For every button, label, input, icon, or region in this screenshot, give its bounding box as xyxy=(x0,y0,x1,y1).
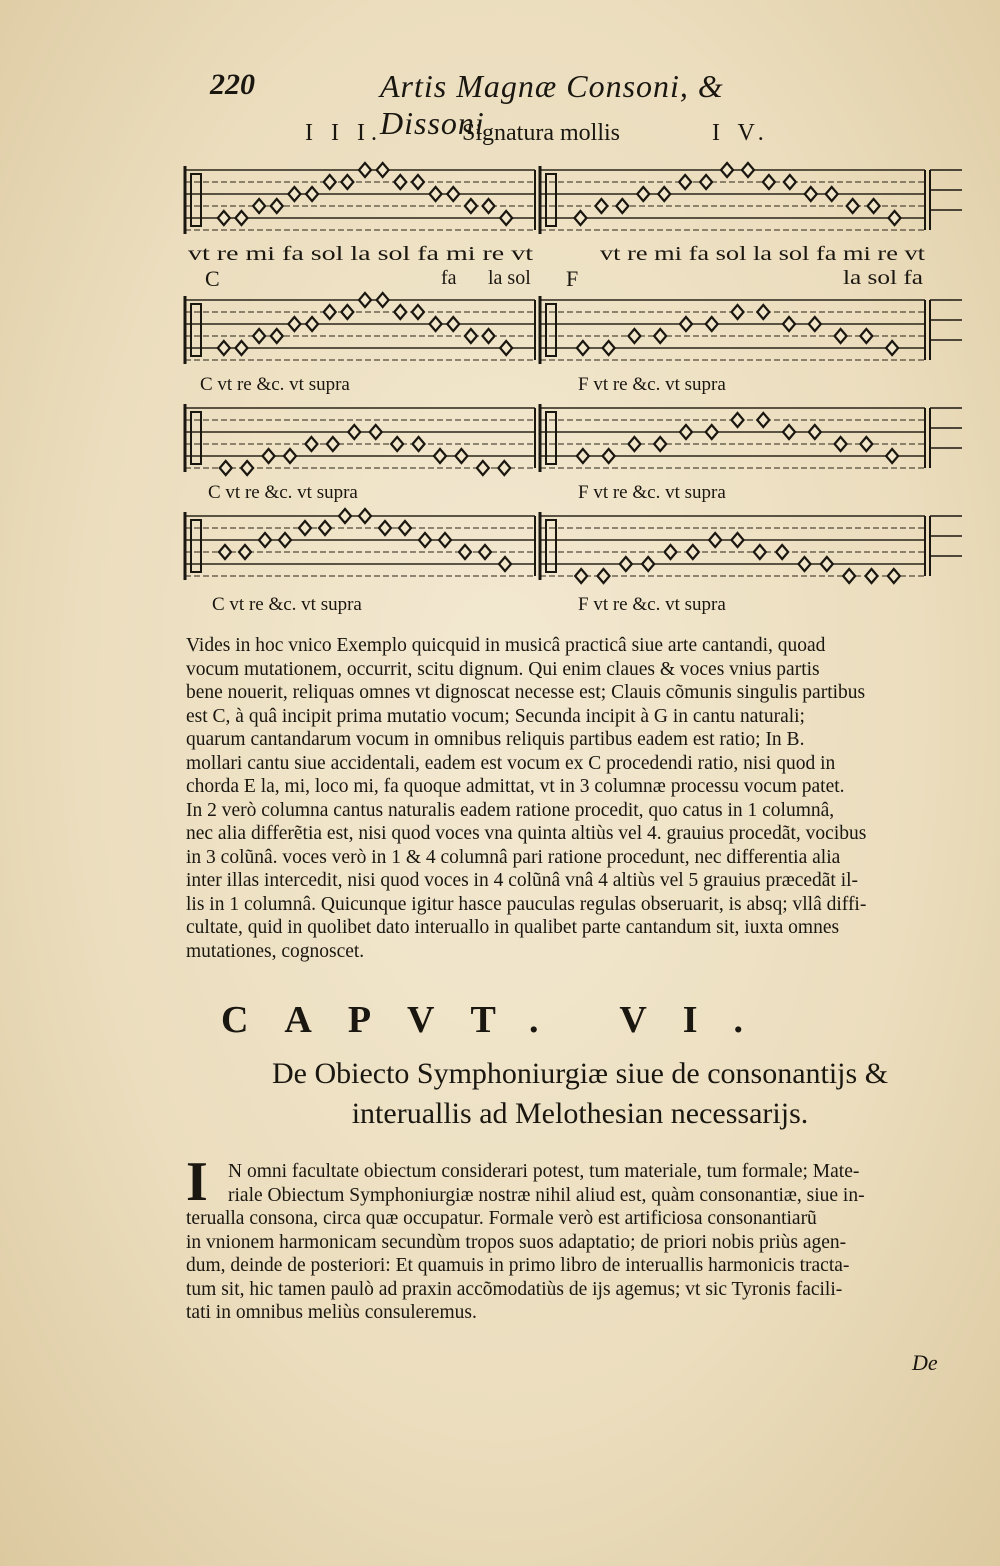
note-diamond xyxy=(341,305,353,319)
note-diamond xyxy=(888,569,900,583)
note-diamond xyxy=(348,425,360,439)
note-diamond xyxy=(783,317,795,331)
heading-column-iv: I V. xyxy=(712,120,770,146)
note-diamond xyxy=(253,199,265,213)
heading-signatura: Signatura mollis xyxy=(462,120,620,146)
note-diamond xyxy=(700,175,712,189)
chapter-title xyxy=(190,1054,970,1134)
catchword: De xyxy=(912,1350,938,1375)
body-line: quarum cantandarum vocum in omnibus reliquis partibus eadem est ratio; In B. xyxy=(186,729,805,750)
note-diamond xyxy=(271,329,283,343)
note-diamond xyxy=(399,521,411,535)
note-diamond xyxy=(763,175,775,189)
drop-cap: I xyxy=(186,1151,208,1213)
syllables-left-lower-fa: fa xyxy=(441,267,457,289)
body-line: vocum mutationem, occurrit, scitu dignum. Qui enim claues & voces vnius partis xyxy=(186,658,820,680)
note-diamond xyxy=(284,449,296,463)
note-diamond xyxy=(253,329,265,343)
key-letter-right: F xyxy=(566,266,579,291)
note-diamond xyxy=(665,545,677,559)
caption-right-4: F vt re &c. vt supra xyxy=(578,594,726,615)
note-diamond xyxy=(259,533,271,547)
note-diamond xyxy=(809,425,821,439)
note-diamond xyxy=(642,557,654,571)
note-diamond xyxy=(394,305,406,319)
note-diamond xyxy=(595,199,607,213)
note-diamond xyxy=(324,175,336,189)
note-diamond xyxy=(603,341,615,355)
note-diamond xyxy=(799,557,811,571)
note-diamond xyxy=(439,533,451,547)
caption-left-3: C vt re &c. vt supra xyxy=(208,482,358,503)
heading-column-iii: I I I. xyxy=(305,120,383,146)
note-diamond xyxy=(577,449,589,463)
note-diamond xyxy=(742,163,754,177)
note-diamond xyxy=(680,317,692,331)
note-diamond xyxy=(654,437,666,451)
note-diamond xyxy=(498,461,510,475)
note-diamond xyxy=(598,569,610,583)
para-line: tum sit, hic tamen paulò ad praxin accõmodatiùs de ijs agemus; vt sic Tyronis facili- xyxy=(186,1278,843,1300)
chapter-heading: CAPVT. VI. xyxy=(220,999,780,1041)
note-diamond xyxy=(860,329,872,343)
note-diamond xyxy=(370,425,382,439)
note-diamond xyxy=(235,341,247,355)
note-diamond xyxy=(483,199,495,213)
note-diamond xyxy=(447,317,459,331)
note-diamond xyxy=(288,317,300,331)
caption-left-4: C vt re &c. vt supra xyxy=(212,594,362,615)
note-diamond xyxy=(430,187,442,201)
note-diamond xyxy=(680,425,692,439)
music-examples xyxy=(0,0,1000,630)
note-diamond xyxy=(843,569,855,583)
note-diamond xyxy=(483,329,495,343)
body-line: nec alia differẽtia est, nisi quod voces vna quinta altiùs vel 4. grauius procedãt, vocibus xyxy=(186,823,867,844)
para-line: terualla consona, circa quæ occupatur. Formale verò est artificiosa consonantiarũ xyxy=(186,1208,817,1229)
note-diamond xyxy=(500,341,512,355)
solmization-row xyxy=(188,243,926,291)
note-diamond xyxy=(359,163,371,177)
staff-systems xyxy=(185,163,962,583)
note-diamond xyxy=(754,545,766,559)
syllables-left-lower-lasol: la sol xyxy=(488,267,531,289)
caption-right-2: F vt re &c. vt supra xyxy=(578,374,726,395)
note-diamond xyxy=(465,199,477,213)
para-line: N omni facultate obiectum considerari potest, tum materiale, tum formale; Mate- xyxy=(228,1161,860,1182)
chapter-title-line: interuallis ad Melothesian necessarijs. xyxy=(351,1097,809,1130)
note-diamond xyxy=(784,175,796,189)
note-diamond xyxy=(575,569,587,583)
body-line: chorda E la, mi, loco mi, fa quoque admittat, vt in 3 columnæ processu vocum patet. xyxy=(186,776,845,797)
note-diamond xyxy=(637,187,649,201)
note-diamond xyxy=(687,545,699,559)
note-diamond xyxy=(477,461,489,475)
note-diamond xyxy=(783,425,795,439)
note-diamond xyxy=(263,449,275,463)
note-diamond xyxy=(835,437,847,451)
para-line: riale Obiectum Symphoniurgiæ nostræ nihil aliud est, quàm consonantiæ, siue in- xyxy=(228,1184,865,1206)
note-diamond xyxy=(218,341,230,355)
running-title: Artis Magnæ Consoni, & Dissoni xyxy=(380,68,724,141)
note-diamond xyxy=(379,521,391,535)
note-diamond xyxy=(447,187,459,201)
note-diamond xyxy=(805,187,817,201)
captions xyxy=(200,374,726,615)
body-line: lis in 1 columnâ. Quicunque igitur hasce pauculas regulas obseruarit, is absq; vllâ diffi- xyxy=(186,893,867,915)
note-diamond xyxy=(732,533,744,547)
chapter-paragraph xyxy=(186,1160,966,1325)
page-number: 220 xyxy=(210,68,255,101)
para-line: in vnionem harmonicam secundùm tropos suos adaptatio; de priori nobis priùs agen- xyxy=(186,1231,847,1253)
note-diamond xyxy=(886,341,898,355)
note-diamond xyxy=(577,341,589,355)
note-diamond xyxy=(620,557,632,571)
note-diamond xyxy=(218,211,230,225)
note-diamond xyxy=(574,211,586,225)
note-diamond xyxy=(654,329,666,343)
note-diamond xyxy=(628,329,640,343)
syllables-right: vt re mi fa sol la sol fa mi re vt xyxy=(600,243,926,265)
note-diamond xyxy=(679,175,691,189)
caption-right-3: F vt re &c. vt supra xyxy=(578,482,726,503)
note-diamond xyxy=(479,545,491,559)
key-letter-left: C xyxy=(205,266,220,291)
note-diamond xyxy=(499,557,511,571)
para-line: dum, deinde de posteriori: Et quamuis in primo libro de interuallis harmonicis tracta- xyxy=(186,1255,850,1276)
syllables-right-lower: la sol fa xyxy=(843,267,924,289)
note-diamond xyxy=(866,569,878,583)
note-diamond xyxy=(394,175,406,189)
note-diamond xyxy=(391,437,403,451)
note-diamond xyxy=(430,317,442,331)
body-line: mollari cantu siue accidentali, eadem est vocum ex C procedendi ratio, nisi quod in xyxy=(186,752,836,774)
note-diamond xyxy=(220,461,232,475)
note-diamond xyxy=(327,437,339,451)
note-diamond xyxy=(419,533,431,547)
body-line: cultate, quid in quolibet dato interuallo in qualibet parte cantandum sit, iuxta omnes xyxy=(186,917,840,938)
note-diamond xyxy=(732,413,744,427)
caption-left-2: C vt re &c. vt supra xyxy=(200,374,350,395)
note-diamond xyxy=(835,329,847,343)
note-diamond xyxy=(359,293,371,307)
note-diamond xyxy=(860,437,872,451)
note-diamond xyxy=(235,211,247,225)
note-diamond xyxy=(412,175,424,189)
note-diamond xyxy=(359,509,371,523)
body-line: inter illas intercedit, nisi quod voces in 4 colũnâ vnâ 4 altiùs vel 5 grauius præcedãt il- xyxy=(186,870,859,891)
note-diamond xyxy=(658,187,670,201)
note-diamond xyxy=(628,437,640,451)
note-diamond xyxy=(319,521,331,535)
note-diamond xyxy=(709,533,721,547)
body-line: In 2 verò columna cantus naturalis eadem ratione procedit, quo catus in 1 columnâ, xyxy=(186,799,835,821)
note-diamond xyxy=(616,199,628,213)
note-diamond xyxy=(434,449,446,463)
para-line: tati in omnibus meliùs consuleremus. xyxy=(186,1302,477,1323)
note-diamond xyxy=(465,329,477,343)
note-diamond xyxy=(732,305,744,319)
note-diamond xyxy=(757,305,769,319)
note-diamond xyxy=(706,425,718,439)
chapter-title-line: De Obiecto Symphoniurgiæ siue de consonantijs & xyxy=(271,1057,889,1090)
syllables-left: vt re mi fa sol la sol fa mi re vt xyxy=(188,243,534,265)
note-diamond xyxy=(324,305,336,319)
body-line: mutationes, cognoscet. xyxy=(186,940,365,962)
note-diamond xyxy=(306,187,318,201)
note-diamond xyxy=(826,187,838,201)
note-diamond xyxy=(239,545,251,559)
note-diamond xyxy=(886,449,898,463)
note-diamond xyxy=(306,317,318,331)
note-diamond xyxy=(339,509,351,523)
note-diamond xyxy=(809,317,821,331)
body-line: Vides in hoc vnico Exemplo quicquid in musicâ practicâ siue arte cantandi, quoad xyxy=(186,635,826,656)
note-diamond xyxy=(279,533,291,547)
note-diamond xyxy=(241,461,253,475)
body-line: bene nouerit, reliquas omnes vt dignoscat necesse est; Clauis cõmunis singulis partibus xyxy=(186,682,866,703)
note-diamond xyxy=(776,545,788,559)
note-diamond xyxy=(412,305,424,319)
note-diamond xyxy=(413,437,425,451)
note-diamond xyxy=(377,293,389,307)
note-diamond xyxy=(455,449,467,463)
note-diamond xyxy=(459,545,471,559)
note-diamond xyxy=(299,521,311,535)
note-diamond xyxy=(706,317,718,331)
note-diamond xyxy=(757,413,769,427)
note-diamond xyxy=(219,545,231,559)
note-diamond xyxy=(821,557,833,571)
note-diamond xyxy=(603,449,615,463)
body-line: est C, à quâ incipit prima mutatio vocum; Secunda incipit à G in cantu naturali; xyxy=(186,705,805,727)
note-diamond xyxy=(500,211,512,225)
note-diamond xyxy=(868,199,880,213)
note-diamond xyxy=(305,437,317,451)
note-diamond xyxy=(288,187,300,201)
note-diamond xyxy=(271,199,283,213)
note-diamond xyxy=(341,175,353,189)
note-diamond xyxy=(847,199,859,213)
note-diamond xyxy=(889,211,901,225)
explanatory-paragraph xyxy=(186,634,964,963)
body-line: in 3 colũnâ. voces verò in 1 & 4 columnâ pari ratione procedunt, nec differentia alia xyxy=(186,846,841,868)
note-diamond xyxy=(721,163,733,177)
note-diamond xyxy=(377,163,389,177)
